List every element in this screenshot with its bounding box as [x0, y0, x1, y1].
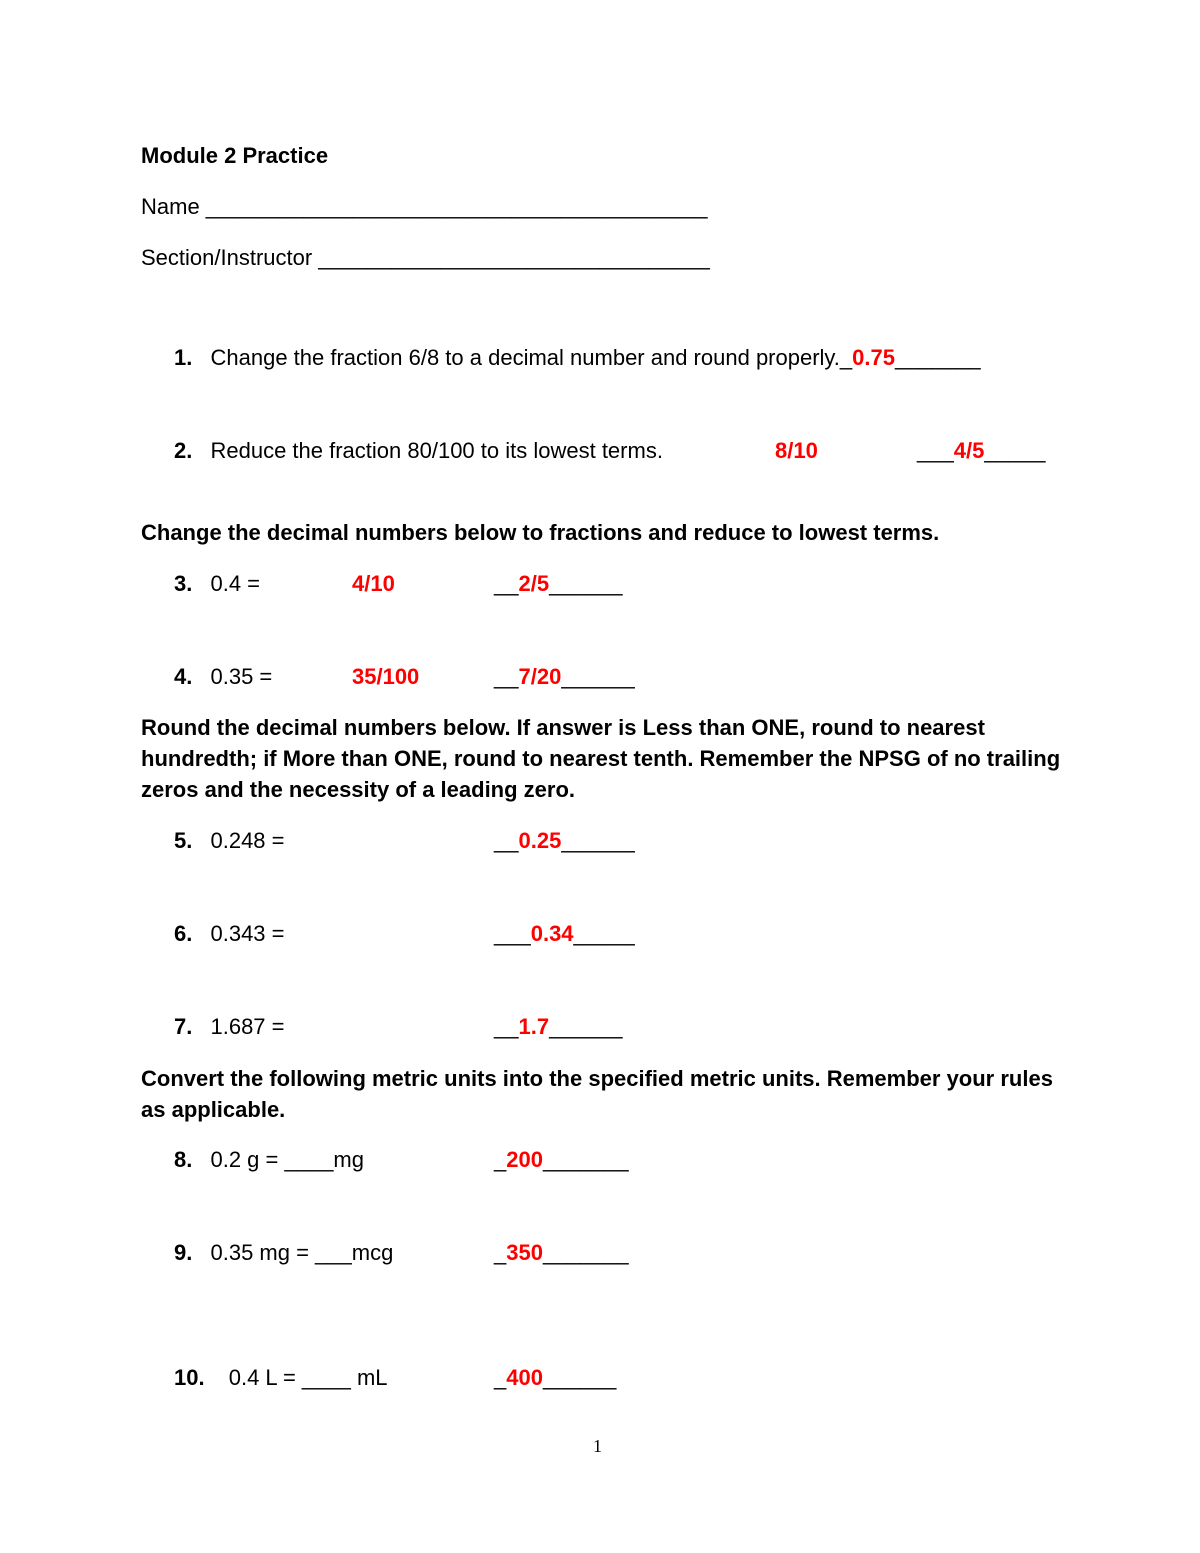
answer-blank: _______: [542, 1240, 629, 1265]
section-instructor-line: Section/Instructor ________________________________: [141, 245, 710, 270]
answer: 350: [506, 1240, 543, 1265]
answer-blank: __: [494, 664, 519, 689]
answer: 2/5: [518, 571, 550, 596]
question-text: Change the fraction 6/8 to a decimal number and round properly._: [210, 345, 853, 370]
answer-blank: ___: [494, 921, 531, 946]
answer: 0.75: [852, 345, 895, 370]
question-text: 0.35 mg = ___mcg: [210, 1240, 394, 1265]
question-2: [174, 438, 663, 464]
answer-blank: __: [494, 1014, 519, 1039]
answer-blank: ___: [917, 438, 954, 463]
question-text: 0.35 =: [210, 664, 273, 689]
question-3: [174, 571, 260, 597]
final-answer: [494, 921, 635, 947]
answer: 200: [506, 1147, 543, 1172]
answer: 4/5: [953, 438, 985, 463]
page-number: 1: [593, 1436, 602, 1456]
answer-blank: _______: [542, 1147, 629, 1172]
question-text: 0.4 L = ____ mL: [228, 1365, 388, 1390]
final-answer: [917, 438, 1046, 464]
question-number: 9.: [174, 1240, 193, 1265]
answer-blank: ______: [549, 571, 623, 596]
question-5: [174, 828, 285, 854]
answer: 0.34: [530, 921, 574, 946]
question-number: 7.: [174, 1014, 193, 1039]
final-answer: [494, 1147, 629, 1173]
answer-blank: ______: [561, 664, 635, 689]
answer-blank: _: [494, 1240, 507, 1265]
final-answer: [494, 828, 635, 854]
question-9: [174, 1240, 393, 1266]
question-1: [174, 345, 981, 371]
instructions-rounding: Round the decimal numbers below. If answer is Less than ONE, round to nearest hundredth; if More than ONE, round to nearest tenth. Remember the NPSG of no trailing zeros and the necessity of a leading zero.: [141, 715, 1061, 802]
question-number: 1.: [174, 345, 193, 370]
answer-blank: ______: [542, 1365, 617, 1390]
instructions-metric: Convert the following metric units into the specified metric units. Remember your rules as applicable.: [141, 1066, 1053, 1122]
answer-blank: __: [494, 828, 519, 853]
answer-blank: ______: [561, 828, 635, 853]
question-number: 4.: [174, 664, 193, 689]
name-line: Name _________________________________________: [141, 194, 708, 219]
question-text: 0.248 =: [210, 828, 285, 853]
answer-blank: __: [494, 571, 519, 596]
answer-blank: _____: [573, 921, 635, 946]
question-text: 1.687 =: [210, 1014, 285, 1039]
final-answer: [494, 571, 623, 597]
question-8: [174, 1147, 364, 1173]
final-answer: [494, 664, 635, 690]
question-text: 0.4 =: [210, 571, 261, 596]
answer-blank: _: [494, 1365, 507, 1390]
answer: 0.25: [518, 828, 562, 853]
question-number: 10.: [174, 1365, 205, 1390]
final-answer: [494, 1240, 629, 1266]
question-number: 5.: [174, 828, 193, 853]
final-answer: [494, 1365, 616, 1391]
page-title: Module 2 Practice: [141, 143, 329, 168]
question-7: [174, 1014, 285, 1040]
instructions-fractions: Change the decimal numbers below to fractions and reduce to lowest terms.: [141, 520, 940, 545]
question-6: [174, 921, 285, 947]
question-number: 3.: [174, 571, 193, 596]
answer: 400: [506, 1365, 543, 1390]
work-answer: 4/10: [352, 571, 395, 596]
answer-blank: _____: [984, 438, 1046, 463]
answer-blank: _: [494, 1147, 507, 1172]
question-text: Reduce the fraction 80/100 to its lowest terms.: [210, 438, 663, 463]
work-answer: 35/100: [352, 664, 420, 689]
question-number: 6.: [174, 921, 193, 946]
answer-blank: ______: [549, 1014, 623, 1039]
question-text: 0.343 =: [210, 921, 285, 946]
work-answer: 8/10: [775, 438, 818, 463]
question-text: 0.2 g = ____mg: [210, 1147, 364, 1172]
answer: 7/20: [518, 664, 562, 689]
question-number: 8.: [174, 1147, 193, 1172]
answer-blank: _______: [894, 345, 981, 370]
question-4: [174, 664, 272, 690]
final-answer: [494, 1014, 623, 1040]
question-number: 2.: [174, 438, 193, 463]
answer: 1.7: [518, 1014, 550, 1039]
question-10: [174, 1365, 388, 1391]
